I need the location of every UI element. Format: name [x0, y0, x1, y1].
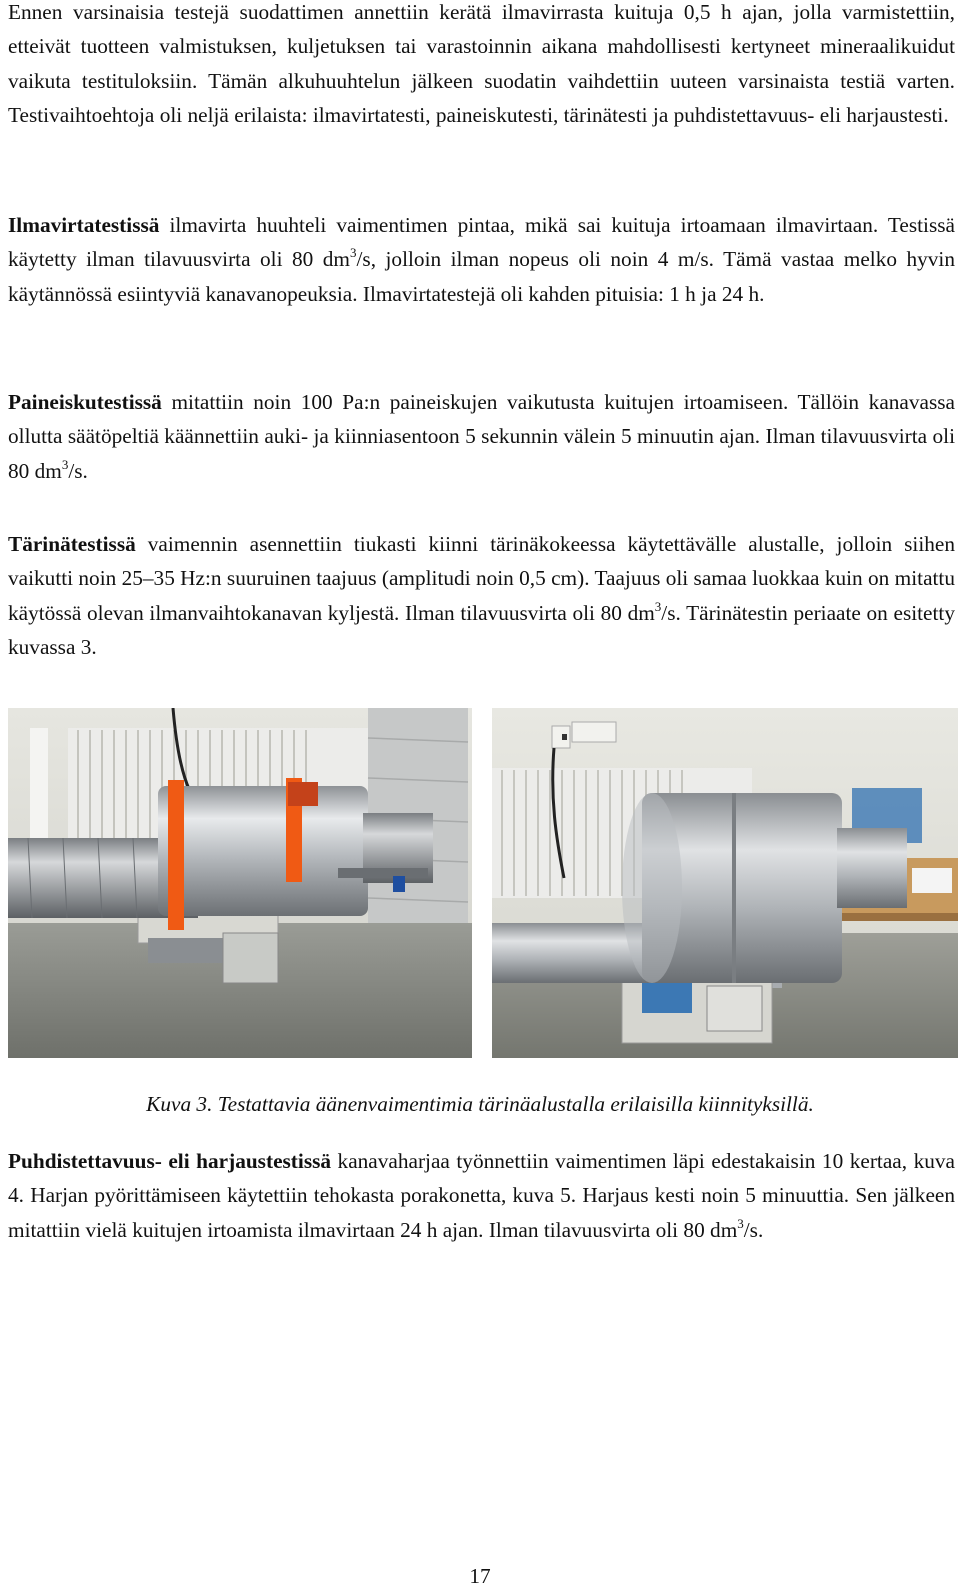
pressure-test-text-b: /s. — [68, 458, 88, 483]
photo-silencer-strapped — [8, 708, 472, 1058]
paragraph-vibration-test — [8, 527, 955, 664]
cleaning-test-superscript: 3 — [737, 1215, 744, 1231]
airflow-test-heading: Ilmavirtatestissä — [8, 213, 160, 237]
vibration-test-heading: Tärinätestissä — [8, 532, 136, 556]
vibration-test-text-b: /s. Tärinätestin periaate on esitetty kuvassa 3. — [8, 600, 955, 659]
vibration-test-superscript: 3 — [654, 598, 662, 614]
airflow-test-text-a: ilmavirta huuhteli vaimentimen pintaa, mikä sai kuituja irtoamaan ilmavirtaan. Testissä käytetty ilman tilavuusvirta oli 80 dm — [8, 213, 955, 272]
pressure-test-heading: Paineiskutestissä — [8, 390, 162, 414]
airflow-test-text-b: /s, jolloin ilman nopeus oli noin 4 m/s. Tämä vastaa melko hyvin käytännössä esiintyviä kanavanopeuksia. Ilmavirtatestejä oli kahden pituisia: 1 h ja 24 h. — [8, 247, 955, 306]
paragraph-intro — [8, 0, 955, 132]
paragraph-intro-text: Ennen varsinaisia testejä suodattimen annettiin kerätä ilmavirrasta kuituja 0,5 h ajan, jolla varmistettiin, etteivät tuotteen valmistuksen, kuljetuksen tai varastoinnin aikana mahdollisesti kertyneet mineraalikuidut vaikuta testituloksiin. Tämän alkuhuuhtelun jälkeen suodatin vaihdettiin uuteen varsinaista testiä varten. Testivaihtoehtoja oli neljä erilaista: ilmavirtatesti, paineiskutesti, tärinätesti ja puhdistettavuus- eli harjaustesti. — [8, 0, 955, 127]
pressure-test-superscript: 3 — [61, 456, 69, 472]
cleaning-test-text-a: kanavaharjaa työnnettiin vaimentimen läpi edestakaisin 10 kertaa, kuva 4. Harjan pyörittämiseen käytettiin tehokasta porakonetta, kuva 5. Harjaus kesti noin 5 minuuttia. Sen jälkeen mitattiin vielä kuitujen irtoamista ilmavirtaan 24 h ajan. Ilman tilavuusvirta oli 80 dm — [8, 1149, 955, 1242]
page-number: 17 — [469, 1564, 491, 1588]
airflow-test-superscript: 3 — [350, 245, 357, 261]
paragraph-airflow-test — [8, 208, 955, 311]
cleaning-test-text-b: /s. — [743, 1217, 764, 1242]
figure-caption: Kuva 3. Testattavia äänenvaimentimia tärinäalustalla erilaisilla kiinnityksillä. — [146, 1092, 814, 1116]
paragraph-pressure-test — [8, 385, 955, 488]
cleaning-test-heading: Puhdistettavuus- eli harjaustestissä — [8, 1149, 332, 1173]
photo-silencer-on-vibration-table — [492, 708, 958, 1058]
vibration-test-text-a: vaimennin asennettiin tiukasti kiinni tärinäkokeessa käytettävälle alustalle, jolloin siihen vaikutti noin 25–35 Hz:n suuruinen taajuus (amplitudi noin 0,5 cm). Taajuus oli samaa luokkaa kuin on mitattu käytössä olevan ilmanvaihtokanavan kyljestä. Ilman tilavuusvirta oli 80 dm — [8, 532, 955, 625]
paragraph-cleaning-test — [8, 1144, 955, 1247]
pressure-test-text-a: mitattiin noin 100 Pa:n paineiskujen vaikutusta kuitujen irtoamiseen. Tällöin kanavassa ollutta säätöpeltiä käännettiin auki- ja kiinniasentoon 5 sekunnin välein 5 minuutin ajan. Ilman tilavuusvirta oli 80 dm — [8, 390, 955, 483]
